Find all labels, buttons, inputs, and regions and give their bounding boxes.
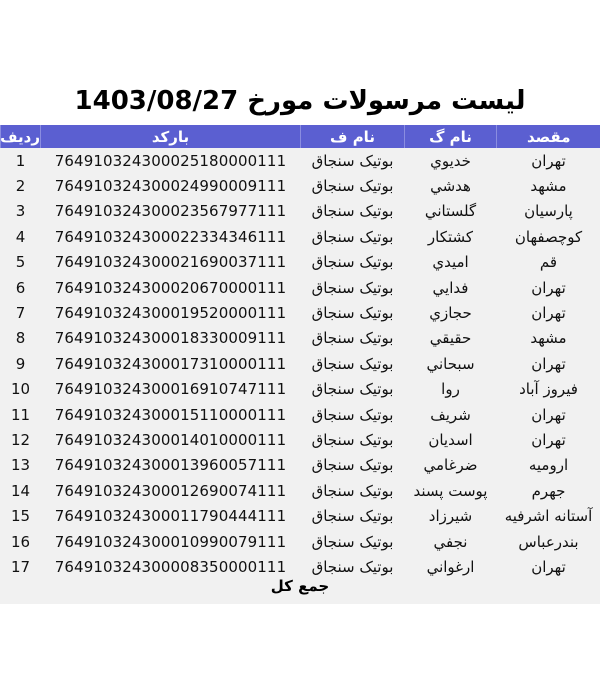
cell-first-name: بوتیک سنجاق [311, 507, 394, 526]
cell-first-name: بوتیک سنجاق [311, 202, 394, 221]
table-row [1, 326, 600, 351]
cell-row-number: 11 [10, 405, 31, 424]
table-row [1, 427, 600, 452]
cell-destination: جهرم [531, 481, 566, 500]
cell-last-name: اسديان [428, 430, 473, 449]
cell-last-name: اميدي [432, 253, 469, 272]
cell-barcode: 764910324300022334346111 [54, 227, 287, 246]
cell-last-name: ضرغامي [423, 456, 478, 475]
table-row [1, 503, 600, 528]
cell-barcode: 764910324300017310000111 [54, 354, 287, 373]
cell-row-number: 6 [15, 278, 26, 297]
cell-first-name: بوتیک سنجاق [311, 227, 394, 246]
cell-destination: كوچصفهان [514, 227, 583, 246]
cell-destination: تهران [531, 405, 566, 424]
cell-row-number: 7 [15, 304, 26, 323]
cell-last-name: پوست پسند [413, 481, 488, 500]
cell-row-number: 2 [15, 177, 26, 196]
cell-first-name: بوتیک سنجاق [311, 380, 394, 399]
table-row [1, 478, 600, 503]
table-row [1, 173, 600, 198]
cell-last-name: روا [441, 380, 460, 399]
cell-barcode: 764910324300014010000111 [54, 430, 287, 449]
cell-barcode: 764910324300013960057111 [54, 456, 287, 475]
cell-destination: تهران [531, 430, 566, 449]
page-title: لیست مرسولات مورخ 1403/08/27 [74, 86, 526, 116]
cell-destination: تهران [531, 278, 566, 297]
cell-barcode: 764910324300008350000111 [54, 557, 287, 576]
table-row [1, 148, 600, 173]
table-row [1, 300, 600, 325]
table-row [1, 275, 600, 300]
cell-last-name: ارغواني [426, 557, 475, 576]
cell-last-name: هدشي [430, 177, 471, 196]
cell-row-number: 9 [15, 354, 26, 373]
cell-destination: بندرعباس [518, 532, 579, 551]
cell-last-name: شريف [430, 405, 471, 424]
cell-barcode: 764910324300015110000111 [54, 405, 287, 424]
cell-first-name: بوتیک سنجاق [311, 329, 394, 348]
table-row [1, 199, 600, 224]
cell-barcode: 764910324300020670000111 [54, 278, 287, 297]
cell-row-number: 13 [10, 456, 31, 475]
cell-first-name: بوتیک سنجاق [311, 405, 394, 424]
header-destination: مقصد [497, 125, 600, 148]
cell-first-name: بوتیک سنجاق [311, 481, 394, 500]
cell-barcode: 764910324300010990079111 [54, 532, 287, 551]
cell-first-name: بوتیک سنجاق [311, 151, 394, 170]
table-row [1, 402, 600, 427]
cell-first-name: بوتیک سنجاق [311, 557, 394, 576]
cell-destination: تهران [531, 151, 566, 170]
cell-destination: پارسيان [524, 202, 573, 221]
cell-destination: تهران [531, 557, 566, 576]
shipments-table [0, 125, 600, 580]
cell-row-number: 17 [10, 557, 31, 576]
cell-destination: آستانه اشرفيه [504, 507, 593, 526]
header-last-name: نام گ [405, 125, 497, 148]
cell-barcode: 764910324300021690037111 [54, 253, 287, 272]
table-row [1, 351, 600, 376]
cell-destination: مشهد [530, 329, 567, 348]
table-row [1, 224, 600, 249]
cell-last-name: حقيقي [429, 329, 472, 348]
cell-destination: مشهد [530, 177, 567, 196]
header-first-name: نام ف [301, 125, 405, 148]
cell-destination: فيروز آباد [519, 380, 578, 399]
cell-last-name: كشتكار [427, 227, 474, 246]
cell-barcode: 764910324300011790444111 [54, 507, 287, 526]
shipment-sheet [0, 125, 600, 604]
cell-row-number: 14 [10, 481, 31, 500]
cell-row-number: 16 [10, 532, 31, 551]
cell-row-number: 5 [15, 253, 26, 272]
cell-last-name: گلستاني [424, 202, 477, 221]
cell-barcode: 764910324300025180000111 [54, 151, 287, 170]
cell-first-name: بوتیک سنجاق [311, 430, 394, 449]
cell-row-number: 8 [15, 329, 26, 348]
cell-barcode: 764910324300016910747111 [54, 380, 287, 399]
cell-first-name: بوتیک سنجاق [311, 456, 394, 475]
cell-first-name: بوتیک سنجاق [311, 177, 394, 196]
table-row [1, 529, 600, 554]
cell-last-name: شيرزاد [428, 507, 473, 526]
cell-last-name: سبحاني [426, 354, 475, 373]
cell-first-name: بوتیک سنجاق [311, 354, 394, 373]
cell-last-name: حجازي [429, 304, 472, 323]
table-row [1, 453, 600, 478]
cell-destination: قم [539, 253, 558, 272]
cell-first-name: بوتیک سنجاق [311, 253, 394, 272]
cell-barcode: 764910324300024990009111 [54, 177, 287, 196]
cell-row-number: 3 [15, 202, 26, 221]
cell-last-name: نجفي [433, 532, 468, 551]
cell-barcode: 764910324300012690074111 [54, 481, 287, 500]
table-row [1, 377, 600, 402]
header-barcode: بارکد [41, 125, 301, 148]
cell-first-name: بوتیک سنجاق [311, 278, 394, 297]
table-row [1, 554, 600, 579]
cell-last-name: خديوي [430, 151, 471, 170]
cell-last-name: فدايي [432, 278, 469, 297]
total-label: جمع کل [270, 577, 330, 595]
cell-barcode: 764910324300023567977111 [54, 202, 287, 221]
cell-barcode: 764910324300018330009111 [54, 329, 287, 348]
cell-row-number: 1 [15, 151, 26, 170]
table-row [1, 250, 600, 275]
cell-row-number: 10 [10, 380, 31, 399]
cell-destination: تهران [531, 354, 566, 373]
cell-first-name: بوتیک سنجاق [311, 532, 394, 551]
cell-row-number: 12 [10, 430, 31, 449]
header-row-number: ردیف [1, 125, 41, 148]
cell-row-number: 15 [10, 507, 31, 526]
cell-row-number: 4 [15, 227, 26, 246]
cell-barcode: 764910324300019520000111 [54, 304, 287, 323]
cell-first-name: بوتیک سنجاق [311, 304, 394, 323]
cell-destination: تهران [531, 304, 566, 323]
table-header-row [1, 125, 600, 148]
cell-destination: اروميه [528, 456, 569, 475]
